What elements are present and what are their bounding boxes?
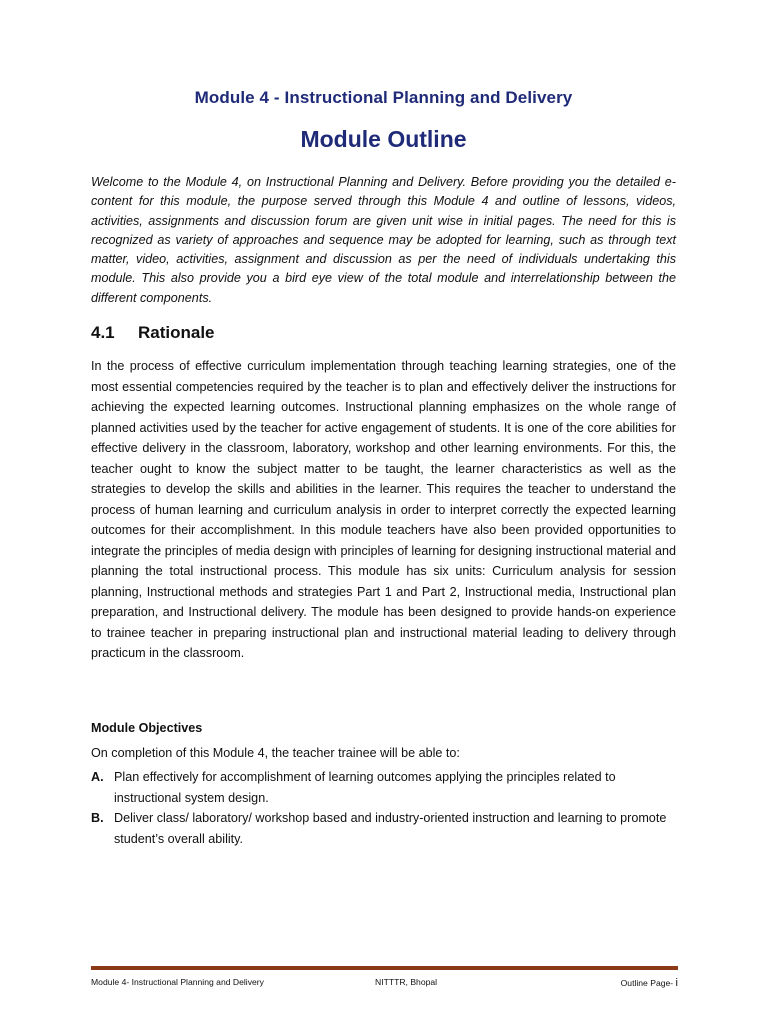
footer-page-label: [621, 977, 678, 989]
objectives-intro: On completion of this Module 4, the teacher trainee will be able to:: [91, 746, 460, 760]
objective-letter: A.: [91, 770, 104, 784]
objective-item-b: [91, 808, 676, 849]
objective-text: Deliver class/ laboratory/ workshop based and industry-oriented instruction and learning to promote student’s overall ability.: [114, 811, 667, 846]
section-title: Rationale: [138, 323, 215, 342]
footer-page-text: Outline Page-: [620, 978, 676, 988]
footer-divider: [91, 966, 678, 970]
module-heading: Module 4 - Instructional Planning and Delivery: [194, 88, 573, 107]
document-page: [91, 0, 676, 1024]
section-number: 4.1: [91, 323, 115, 342]
footer-institute: NITTTR, Bhopal: [375, 977, 438, 987]
objectives-heading: Module Objectives: [91, 721, 203, 735]
rationale-heading: [91, 323, 215, 343]
objectives-list: [91, 767, 676, 849]
intro-paragraph: Welcome to the Module 4, on Instructional Planning and Delivery. Before providing you the detailed e-content for this module, the purpose served through this Module 4 and outline of lessons, videos, activities, assignments and discussion forum are given unit wise in initial pages. The need for this is recognized as variety of approaches and sequence may be adopted for learning, such as through text matter, video, activities, assignment and discussion as per the need of individuals undertaking this module. This also provide you a bird eye view of the total module and interrelationship between the different components.: [91, 175, 676, 305]
page-footer: [91, 975, 678, 991]
page-title: Module Outline: [300, 126, 467, 152]
footer-module-label: Module 4- Instructional Planning and Delivery: [91, 977, 264, 987]
objective-text: Plan effectively for accomplishment of learning outcomes applying the principles related to instructional system design.: [114, 770, 616, 805]
objective-item-a: [91, 767, 676, 808]
objective-letter: B.: [91, 811, 104, 825]
footer-page-number: i: [675, 977, 678, 989]
rationale-paragraph: In the process of effective curriculum implementation through teaching learning strategies, one of the most essential competencies required by the teacher is to plan and effectively deliver the instructions for achieving the expected learning outcomes. Instructional planning emphasizes on the whole range of planned activities used by the teacher for active engagement of students. It is one of the core abilities for effective delivery in the classroom, laboratory, workshop and other learning environments. For this, the teacher ought to know the subject matter to be taught, the learner characteristics as well as the strategies to develop the skills and abilities in the learner. This requires the teacher to understand the process of human learning and curriculum analysis in order to interpret correctly the expected learning outcomes for their accomplishment. In this module teachers have also been provided opportunities to integrate the principles of media design with principles of learning for designing instructional material and planning the total instructional process. This module has six units: Curriculum analysis for session planning, Instructional methods and strategies Part 1 and Part 2, Instructional media, Instructional plan preparation, and Instructional delivery. The module has been designed to provide hands-on experience to trainee teacher in preparing instructional plan and instructional material leading to delivery through practicum in the classroom.: [91, 359, 676, 660]
